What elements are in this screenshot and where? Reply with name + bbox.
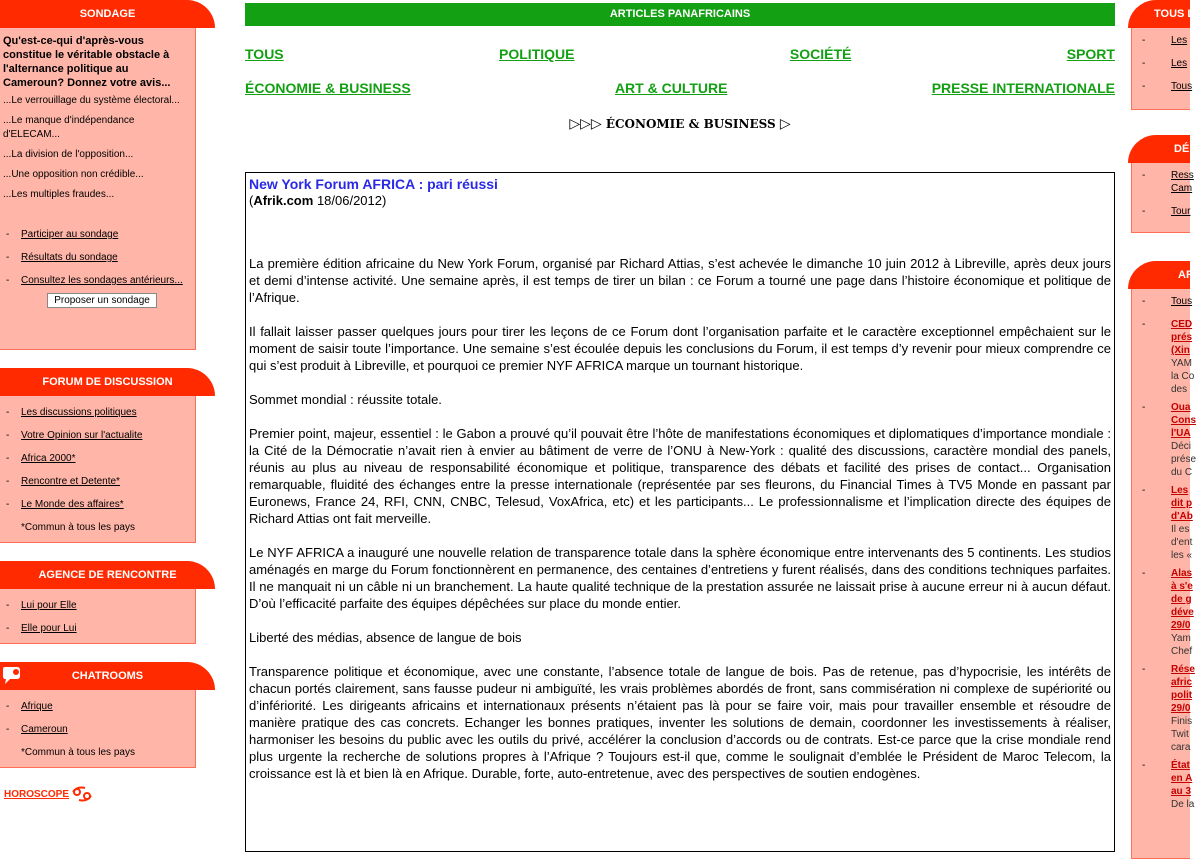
sondage-box (0, 0, 215, 350)
right-box-3-title: AR (1128, 261, 1190, 289)
right-box-1 (1128, 0, 1195, 110)
poll-option[interactable]: ...La division de l'opposition... (3, 149, 134, 160)
list-item: - Tous (1142, 81, 1193, 92)
agence-title: AGENCE DE RENCONTRE (0, 561, 215, 589)
chat-note: *Commun à tous les pays (21, 747, 135, 758)
chat-afrique-link[interactable]: Afrique (21, 701, 53, 712)
elle-pour-lui-link[interactable]: Elle pour Lui (21, 623, 77, 634)
news-snippet: YAM la Co des (1171, 358, 1195, 395)
list-item: - Alas à s'e de g déve 29/0 Yam Chef (1142, 568, 1194, 657)
list-item: - Tous (1142, 296, 1193, 307)
list-item: - Les discussions politiques (6, 407, 137, 418)
list-item: - Cameroun (6, 724, 68, 735)
right-link[interactable]: Ress Cam (1171, 170, 1194, 194)
cat-art-culture-link[interactable]: ART & CULTURE (614, 80, 728, 96)
list-item: - Lui pour Elle (6, 600, 77, 611)
chat-bubble-icon (0, 664, 24, 688)
list-item: - Les (1142, 58, 1188, 69)
arrow-right-icon: ▷ (779, 116, 791, 132)
list-item: - Participer au sondage (6, 229, 119, 240)
article-source: (Afrik.com 18/06/2012) (249, 193, 387, 208)
list-item: - Oua Cons l'UA Déci prése du C (1142, 402, 1196, 478)
article-paragraph: Liberté des médias, absence de langue de bois (249, 630, 522, 645)
list-item: - Africa 2000* (6, 453, 76, 464)
forum-politics-link[interactable]: Les discussions politiques (21, 407, 137, 418)
cancer-zodiac-icon[interactable] (71, 786, 93, 802)
right-box-1-title: TOUS L (1128, 0, 1190, 28)
list-item: - Afrique (6, 701, 53, 712)
list-item: - Le Monde des affaires* (6, 499, 124, 510)
news-snippet: Déci prése du C (1171, 441, 1196, 478)
article-paragraph: Transparence politique et économique, avec une constante, l’absence totale de langue de bois. Pas de retenue, pas d’hypocrisie, les intérêts de chacun portés clairement, sans fausse pudeur ni ambiguïté, les vrais problèmes abordés de front, sans commisération ni complexe de supériorité ou d’infériorité. Les dirigeants africains et internationaux présents n’étaient pas là pour se faire voir, mais pour travailler ensemble et résoudre de manière pratique des cas concrets. Echanger les bonnes pratiques, inventer les solutions de demain, coordonner les investissements à réaliser, harmoniser les besoins du public avec les outils du privé, accélérer la conclusion d’accords ou de contrats. Est-ce parce que la crise mondiale rend plus urgente la recherche de solutions propres à l’Afrique ? Toujours est-il que, comme le soulignait d’emblée le Président de Maroc Telecom, la croissance est là et bien là en Afrique. Durable, forte, auto-entretenue, avec des perspectives de soutien endogènes. (249, 664, 1111, 781)
left-sidebar (0, 0, 215, 802)
news-title[interactable]: Alas à s'e de g déve 29/0 (1171, 568, 1194, 631)
news-title[interactable]: Rése afric polit 29/0 (1171, 664, 1195, 714)
right-box-2-title: DÉ (1128, 135, 1190, 163)
section-heading (245, 116, 1115, 132)
poll-results-link[interactable]: Résultats du sondage (21, 252, 118, 263)
cat-economie-link[interactable]: ÉCONOMIE & BUSINESS (245, 80, 411, 96)
article-date: 18/06/2012 (316, 193, 383, 208)
article-paragraph: Premier point, majeur, essentiel : le Gabon a prouvé qu’il pouvait être l’hôte de manifestations économiques et diplomatiques d’importance mondiale : la Cité de la Démocratie n’avait rien à envier au bâtiment de verre de l’ONU à New-York : qualité des discussions, caractère mondial des panels, réunis au plus au niveau de responsabilité économique et politique, transparence des débats et facilité des prises de contact... Organisation remarquable, fluidité des échanges entre la presse internationale (représentée par ses fleurons, du Financial Times à TV5 Monde en passant par Euronews, France 24, RFI, CNN, CNBC, Telesud, VoxAfrica, etc) et les participants... Le professionnalisme et l’implication directe des équipes de Richard Attias ont fait merveille. (249, 426, 1111, 526)
articles-banner: ARTICLES PANAFRICAINS (245, 3, 1115, 26)
article-paragraph: La première édition africaine du New York Forum, organisé par Richard Attias, s’est achevée le dimanche 10 juin 2012 à Libreville, après deux jours et demi d’intense activité. Une semaine après, il est temps de tirer un bilan : ce Forum a tourné une page dans l’histoire économique et politique de l’Afrique. (249, 256, 1111, 305)
cat-societe-link[interactable]: SOCIÉTÉ (789, 46, 852, 62)
news-title[interactable]: Les dit p d'Ab (1171, 485, 1193, 522)
forum-title: FORUM DE DISCUSSION (0, 368, 215, 396)
forum-note: *Commun à tous les pays (21, 522, 135, 533)
cat-politique-link[interactable]: POLITIQUE (499, 46, 575, 62)
chat-box (0, 662, 215, 768)
poll-option[interactable]: ...Le manque d'indépendance d'ELECAM... (3, 115, 135, 140)
chat-title-label: CHATROOMS (71, 670, 144, 682)
right-box-3 (1128, 261, 1196, 859)
right-box-2 (1128, 135, 1194, 233)
list-item: - Les (1142, 35, 1188, 46)
lui-pour-elle-link[interactable]: Lui pour Elle (21, 600, 77, 611)
news-snippet: Il es d'ent les « (1171, 524, 1193, 561)
forum-rencontre-link[interactable]: Rencontre et Detente* (21, 476, 120, 487)
news-snippet: Finis Twit cara (1171, 716, 1193, 753)
list-item: - Rése afric polit 29/0 Finis Twit cara (1142, 664, 1195, 753)
chat-cameroun-link[interactable]: Cameroun (21, 724, 68, 735)
poll-option[interactable]: ...Les multiples fraudes... (3, 189, 115, 200)
cat-sport-link[interactable]: SPORT (1066, 46, 1115, 62)
right-link[interactable]: Tous (1171, 81, 1193, 92)
participate-poll-link[interactable]: Participer au sondage (21, 229, 119, 240)
category-nav-row2 (245, 80, 1115, 96)
article-title[interactable]: New York Forum AFRICA : pari réussi (249, 176, 498, 192)
list-item: - État en A au 3 De la (1142, 760, 1195, 810)
list-item: - Les dit p d'Ab Il es d'ent les « (1138, 484, 1190, 562)
poll-question: Qu'est-ce-qui d'après-vous constitue le véritable obstacle à l'alternance politique au Cameroun? Donnez votre avis... (3, 35, 171, 89)
right-link[interactable]: Tous (1171, 296, 1193, 307)
article-paragraph: Le NYF AFRICA a inauguré une nouvelle relation de transparence totale dans la sphère économique entre intervenants des 5 continents. Les studios aménagés en marge du Forum fonctionnèrent en permanence, des centaines d’entretiens y furent réalisés, dans des conditions techniques parfaites. Il ne manquait ni un câble ni un branchement. La haute qualité technique de la prestation assurée ne laissait prise à aucune erreur ni à aucun défaut. D’où l’efficacité parfaite des équipes dépêchées sur place du monde entier. (249, 545, 1111, 611)
propose-poll-button[interactable]: Proposer un sondage (47, 293, 157, 308)
list-item: - Elle pour Lui (6, 623, 77, 634)
news-snippet: De la (1171, 799, 1195, 810)
right-sidebar (1128, 0, 1196, 859)
list-item: - Résultats du sondage (6, 252, 118, 263)
right-link[interactable]: Tour (1171, 206, 1191, 217)
forum-box (0, 368, 215, 543)
cat-presse-link[interactable]: PRESSE INTERNATIONALE (931, 80, 1115, 96)
forum-opinion-link[interactable]: Votre Opinion sur l'actualite (21, 430, 143, 441)
poll-links (3, 228, 191, 287)
category-nav-row1 (245, 46, 1115, 62)
poll-option[interactable]: ...Une opposition non crédible... (3, 169, 144, 180)
horoscope (0, 786, 215, 802)
right-link[interactable]: Les (1171, 35, 1188, 46)
horoscope-link[interactable]: HOROSCOPE (4, 788, 70, 800)
news-title[interactable]: CED prés (Xin (1171, 319, 1193, 356)
list-item: - Rencontre et Detente* (6, 476, 120, 487)
list-item: - Tour (1142, 206, 1191, 217)
poll-option[interactable]: ...Le verrouillage du système électoral... (3, 95, 180, 106)
right-link[interactable]: Les (1171, 58, 1188, 69)
section-title: ÉCONOMIE & BUSINESS (605, 117, 776, 131)
right-news-list (1138, 318, 1196, 811)
article-body (249, 255, 1111, 782)
article-box (245, 172, 1115, 852)
list-item: - Votre Opinion sur l'actualite (6, 430, 143, 441)
article-source-name: Afrik.com (253, 193, 314, 208)
list-item: - Ress Cam (1142, 170, 1194, 194)
main-content (245, 0, 1115, 852)
past-polls-link[interactable]: Consultez les sondages antérieurs... (21, 275, 183, 286)
sondage-title: SONDAGE (0, 0, 215, 28)
article-paragraph: Sommet mondial : réussite totale. (249, 392, 442, 407)
article-paragraph: Il fallait laisser passer quelques jours pour tirer les leçons de ce Forum dont l’organisation parfaite et le caractère exceptionnel empêchaient sur le moment de saisir toute l’importance. Une semaine s’est écoulée depuis les conclusions du Forum, il est temps d’y revenir pour mieux comprendre ce qui s’est produit à Libreville, et pourquoi ce premier NYF AFRICA marque un tournant historique. (249, 324, 1111, 373)
news-snippet: Yam Chef (1171, 633, 1193, 657)
arrows-left-icon: ▷▷▷ (569, 116, 602, 132)
agence-box (0, 561, 215, 644)
list-item: - Consultez les sondages antérieurs... (6, 275, 183, 286)
news-title[interactable]: Oua Cons l'UA (1171, 402, 1196, 439)
cat-tous-link[interactable]: TOUS (245, 46, 284, 62)
forum-business-link[interactable]: Le Monde des affaires* (21, 499, 124, 510)
chat-title (0, 662, 215, 690)
forum-africa2000-link[interactable]: Africa 2000* (21, 453, 76, 464)
list-item: - CED prés (Xin YAM la Co des (1142, 319, 1195, 395)
news-title[interactable]: État en A au 3 (1171, 760, 1193, 797)
